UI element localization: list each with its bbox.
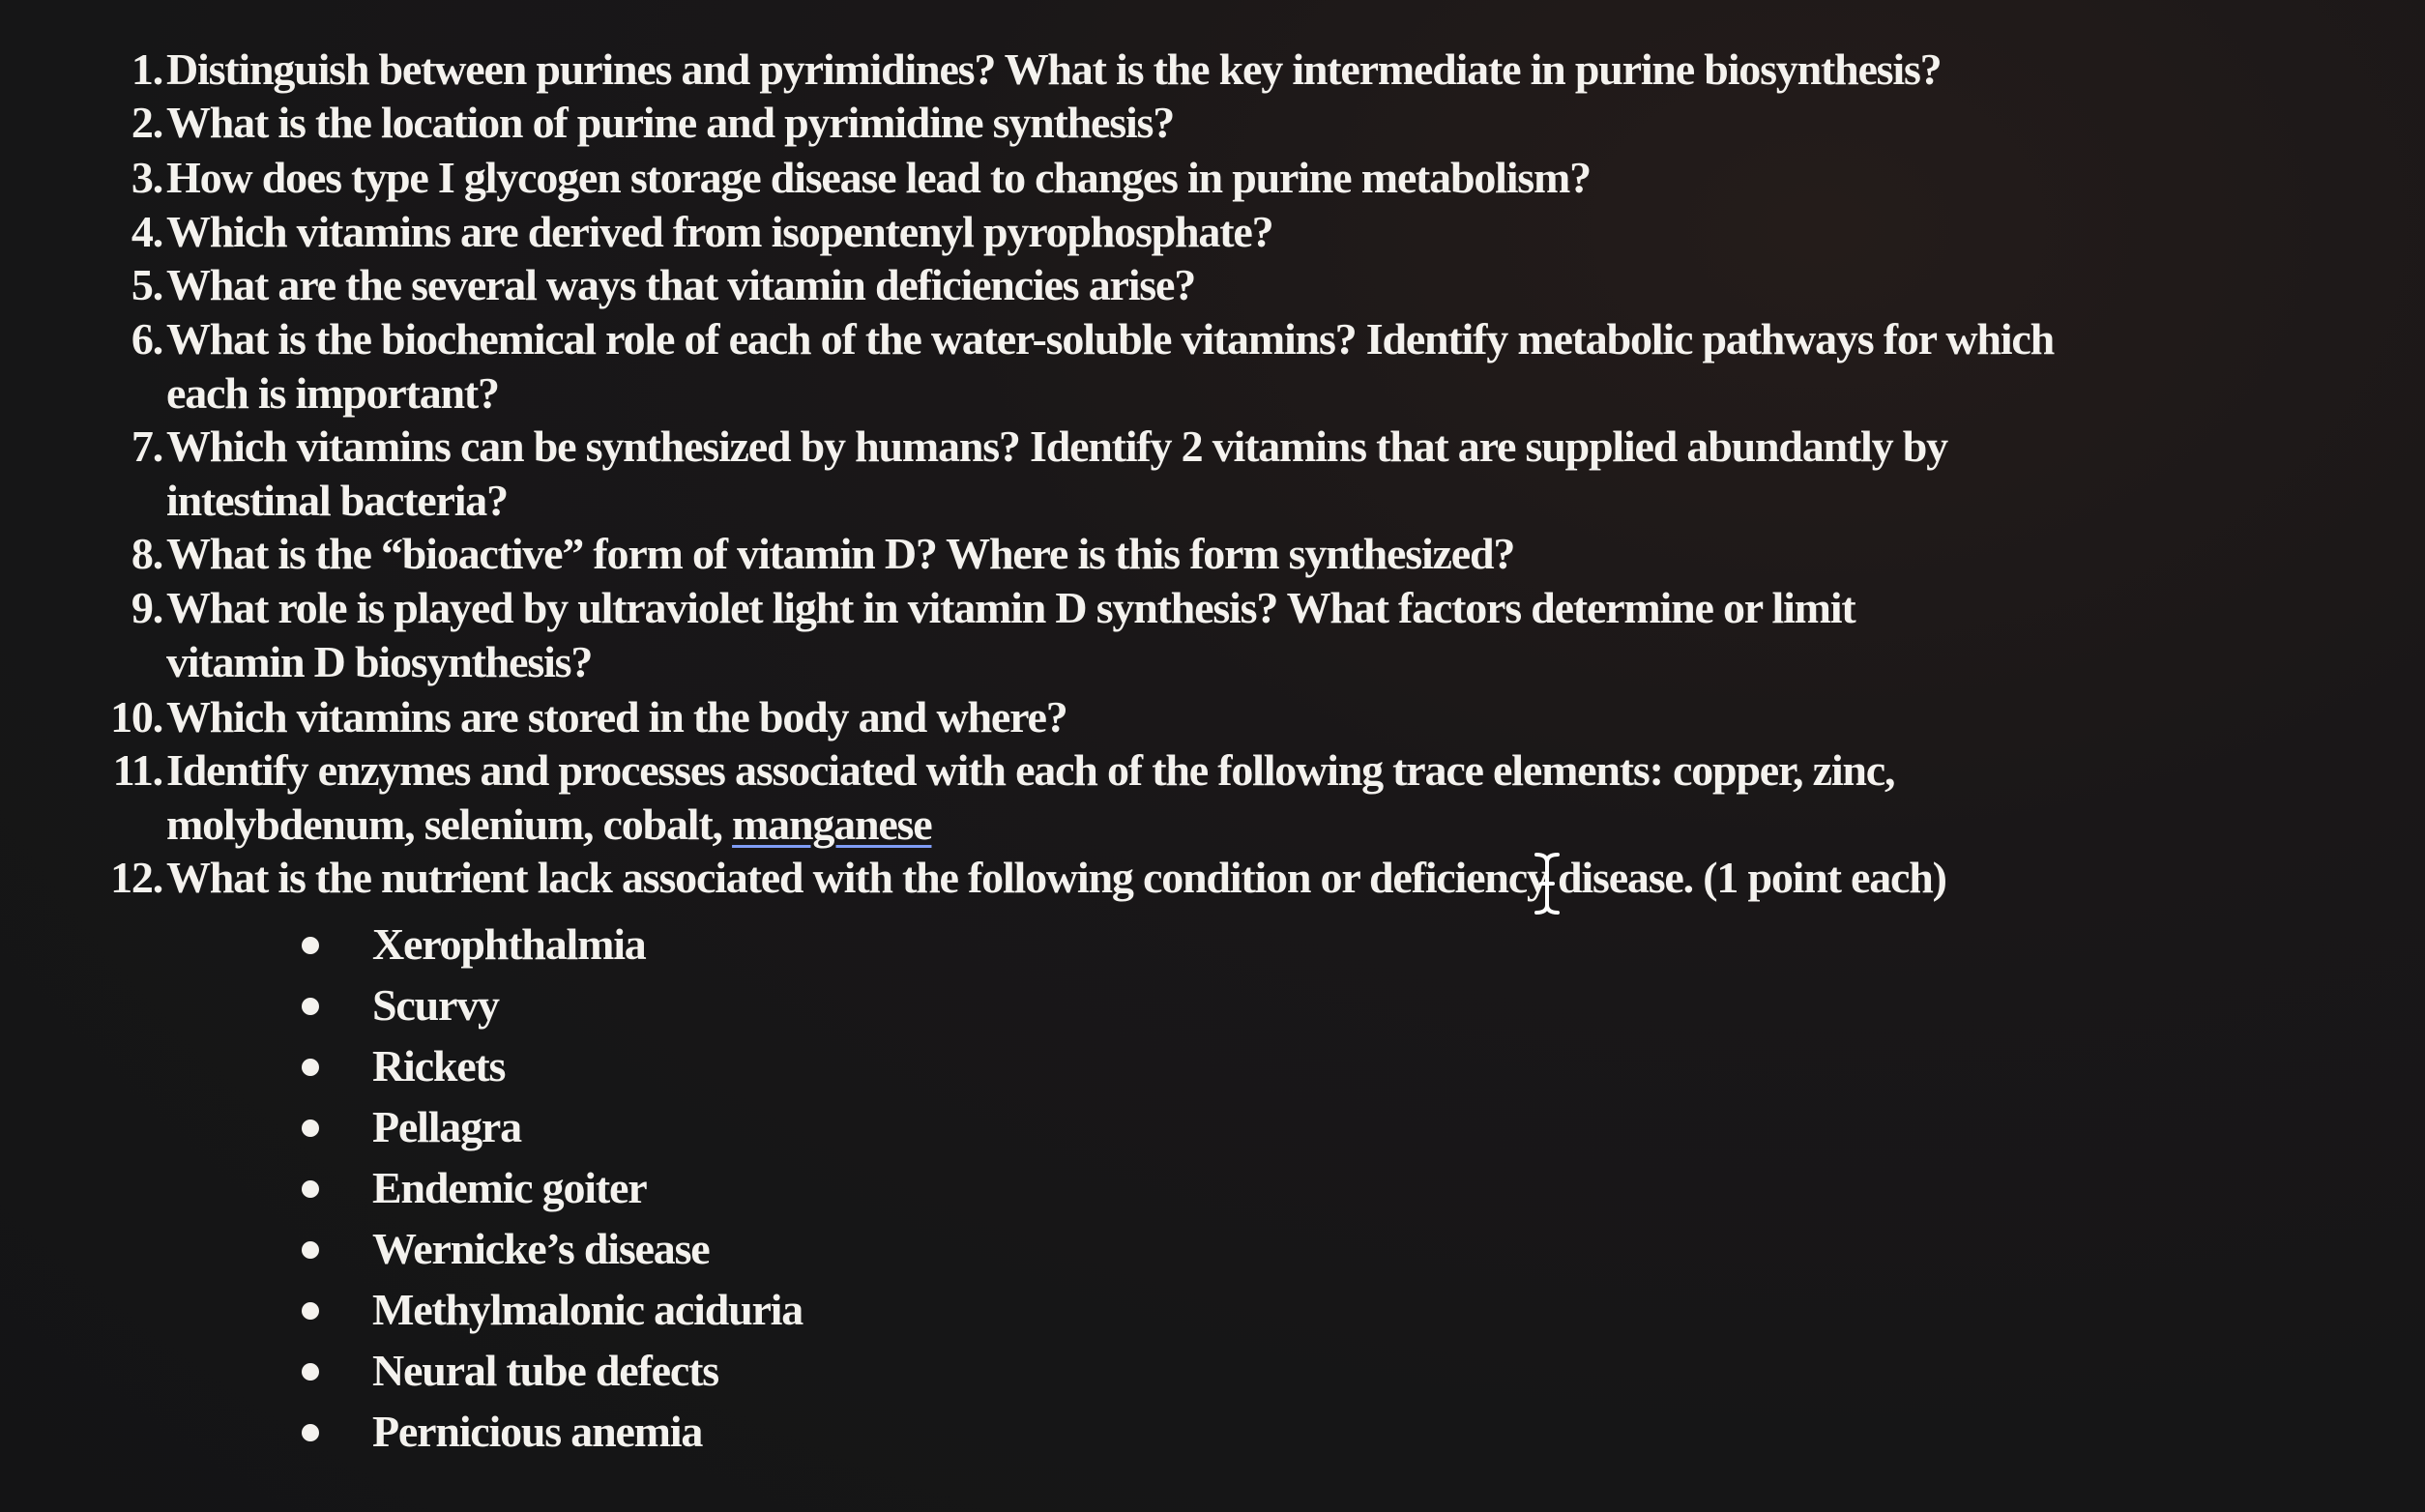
question-text[interactable]: What are the several ways that vitamin deficiencies arise? [166, 260, 1196, 309]
question-text[interactable]: What is the “bioactive” form of vitamin D? Where is this form synthesized? [166, 529, 1515, 578]
question-text-continued[interactable]: vitamin D biosynthesis? [166, 637, 593, 686]
bullet-icon [302, 1180, 319, 1198]
question-number: 6. [131, 314, 162, 363]
question-number: 8. [131, 529, 162, 578]
condition-label[interactable]: Endemic goiter [372, 1163, 647, 1212]
text-cursor-icon [1531, 849, 1563, 918]
question-text-continued[interactable]: each is important? [166, 368, 499, 418]
question-number: 12. [110, 853, 162, 902]
question-number: 9. [131, 583, 162, 632]
question-text[interactable]: Which vitamins are derived from isopentenyl pyrophosphate? [166, 207, 1273, 256]
bullet-icon [302, 1302, 319, 1320]
condition-label[interactable]: Pellagra [372, 1102, 521, 1151]
question-number: 1. [131, 44, 162, 94]
question-text[interactable]: How does type I glycogen storage disease lead to changes in purine metabolism? [166, 153, 1591, 202]
question-text[interactable]: What is the biochemical role of each of the water-soluble vitamins? Identify metabolic pathways for which [166, 314, 2054, 363]
bullet-icon [302, 1424, 319, 1441]
question-number: 3. [131, 153, 162, 202]
question-text[interactable]: Identify enzymes and processes associated with each of the following trace elements: copper, zinc, [166, 745, 1895, 795]
condition-label[interactable]: Xerophthalmia [372, 919, 646, 969]
condition-label[interactable]: Neural tube defects [372, 1346, 718, 1395]
question-text[interactable]: What role is played by ultraviolet light in vitamin D synthesis? What factors determine or limit [166, 583, 1855, 632]
question-text[interactable]: What is the nutrient lack associated with the following condition or deficiency disease. (1 point each) [166, 853, 1946, 902]
question-text-continued[interactable]: intestinal bacteria? [166, 476, 508, 525]
bullet-icon [302, 1363, 319, 1381]
manganese-spellcheck-underline[interactable]: manganese [732, 800, 932, 849]
question-text[interactable]: Distinguish between purines and pyrimidines? What is the key intermediate in purine biosynthesis? [166, 44, 1942, 94]
condition-label[interactable]: Wernicke’s disease [372, 1224, 710, 1273]
condition-label[interactable]: Pernicious anemia [372, 1407, 703, 1456]
question-text[interactable]: Which vitamins can be synthesized by humans? Identify 2 vitamins that are supplied abundantly by [166, 422, 1947, 471]
condition-label[interactable]: Methylmalonic aciduria [372, 1285, 803, 1334]
question-text-continued [166, 797, 931, 852]
question-number: 7. [131, 422, 162, 471]
bullet-icon [302, 998, 319, 1015]
question-text[interactable]: Which vitamins are stored in the body and where? [166, 692, 1067, 741]
question-number: 10. [110, 692, 162, 741]
condition-label[interactable]: Scurvy [372, 980, 499, 1030]
question-number: 11. [112, 745, 162, 795]
question-number: 5. [131, 260, 162, 309]
question-number: 4. [131, 207, 162, 256]
condition-label[interactable]: Rickets [372, 1041, 506, 1090]
bullet-icon [302, 1119, 319, 1137]
question-number: 2. [131, 98, 162, 147]
bullet-icon [302, 937, 319, 954]
question-text-continued-plain[interactable]: molybdenum, selenium, cobalt, [166, 800, 733, 849]
bullet-icon [302, 1241, 319, 1259]
bullet-icon [302, 1059, 319, 1076]
question-text[interactable]: What is the location of purine and pyrimidine synthesis? [166, 98, 1175, 147]
